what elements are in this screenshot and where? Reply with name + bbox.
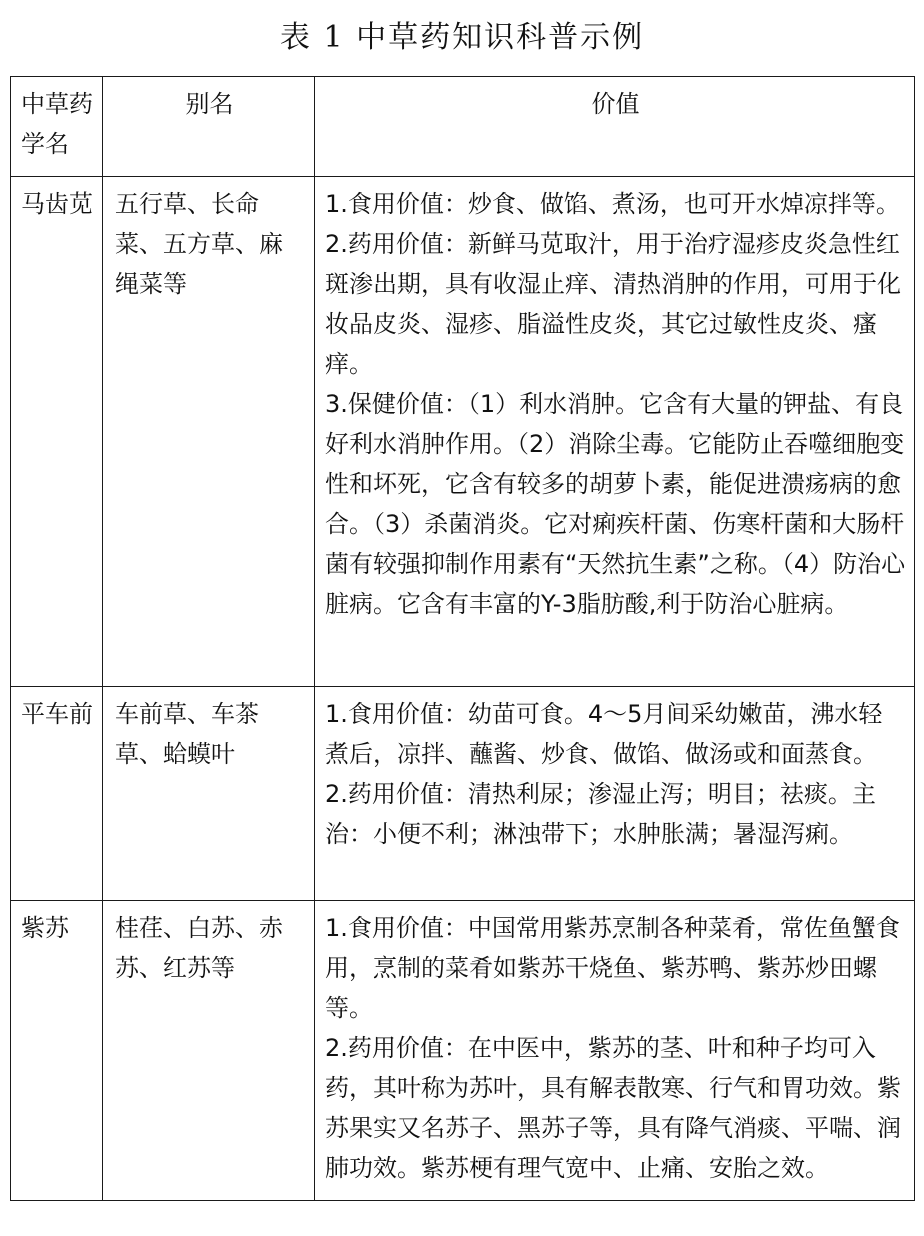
value-paragraph: 2.药用价值：新鲜马苋取汁，用于治疗湿疹皮炎急性红斑渗出期，具有收湿止痒、清热消肿的作用，可用于化妆品皮炎、湿疹、脂溢性皮炎，其它过敏性皮炎、瘙痒。 xyxy=(325,230,901,378)
table-title: 表 1 中草药知识科普示例 xyxy=(279,20,645,55)
header-alias: 别名 xyxy=(103,77,315,177)
header-herb-name: 中草药学名 xyxy=(11,77,103,177)
alias-cell: 车前草、车茶草、蛤蟆叶 xyxy=(103,687,315,901)
alias-cell: 桂荏、白苏、赤苏、红苏等 xyxy=(103,901,315,1201)
herb-table xyxy=(10,76,915,1201)
value-paragraph: 2.药用价值：清热利尿；渗湿止泻；明目；祛痰。主治：小便不利；淋浊带下；水肿胀满；暑湿泻痢。 xyxy=(325,780,876,848)
table-row xyxy=(11,687,915,901)
value-paragraph: 1.食用价值：中国常用紫苏烹制各种菜肴，常佐鱼蟹食用，烹制的菜肴如紫苏干烧鱼、紫苏鸭、紫苏炒田螺等。 xyxy=(325,914,900,1022)
value-paragraph: 3.保健价值：（1）利水消肿。它含有大量的钾盐、有良好利水消肿作用。（2）消除尘毒。它能防止吞噬细胞变性和坏死，它含有较多的胡萝卜素，能促进溃疡病的愈合。（3）杀菌消炎。它对痢疾杆菌、伤寒杆菌和大肠杆菌有较强抑制作用素有“天然抗生素”之称。（4）防治心脏病。它含有丰富的Y-3脂肪酸,利于防治心脏病。 xyxy=(325,390,906,618)
alias-cell: 五行草、长命菜、五方草、麻绳菜等 xyxy=(103,177,315,687)
herb-name-cell: 紫苏 xyxy=(11,901,103,1201)
value-paragraph: 1.食用价值：炒食、做馅、煮汤，也可开水焯凉拌等。 xyxy=(325,190,900,218)
table-header-row xyxy=(11,77,915,177)
value-cell xyxy=(315,901,915,1201)
value-paragraph: 2.药用价值：在中医中，紫苏的茎、叶和种子均可入药，其叶称为苏叶，具有解表散寒、行气和胃功效。紫苏果实又名苏子、黑苏子等，具有降气消痰、平喘、润肺功效。紫苏梗有理气宽中、止痛、安胎之效。 xyxy=(325,1034,901,1182)
header-value: 价值 xyxy=(315,77,915,177)
value-paragraph: 1.食用价值：幼苗可食。4～5月间采幼嫩苗，沸水轻煮后，凉拌、蘸酱、炒食、做馅、做汤或和面蒸食。 xyxy=(325,700,883,768)
value-cell xyxy=(315,687,915,901)
table-row xyxy=(11,901,915,1201)
value-cell xyxy=(315,177,915,687)
herb-name-cell: 马齿苋 xyxy=(11,177,103,687)
herb-name-cell: 平车前 xyxy=(11,687,103,901)
table-row xyxy=(11,177,915,687)
